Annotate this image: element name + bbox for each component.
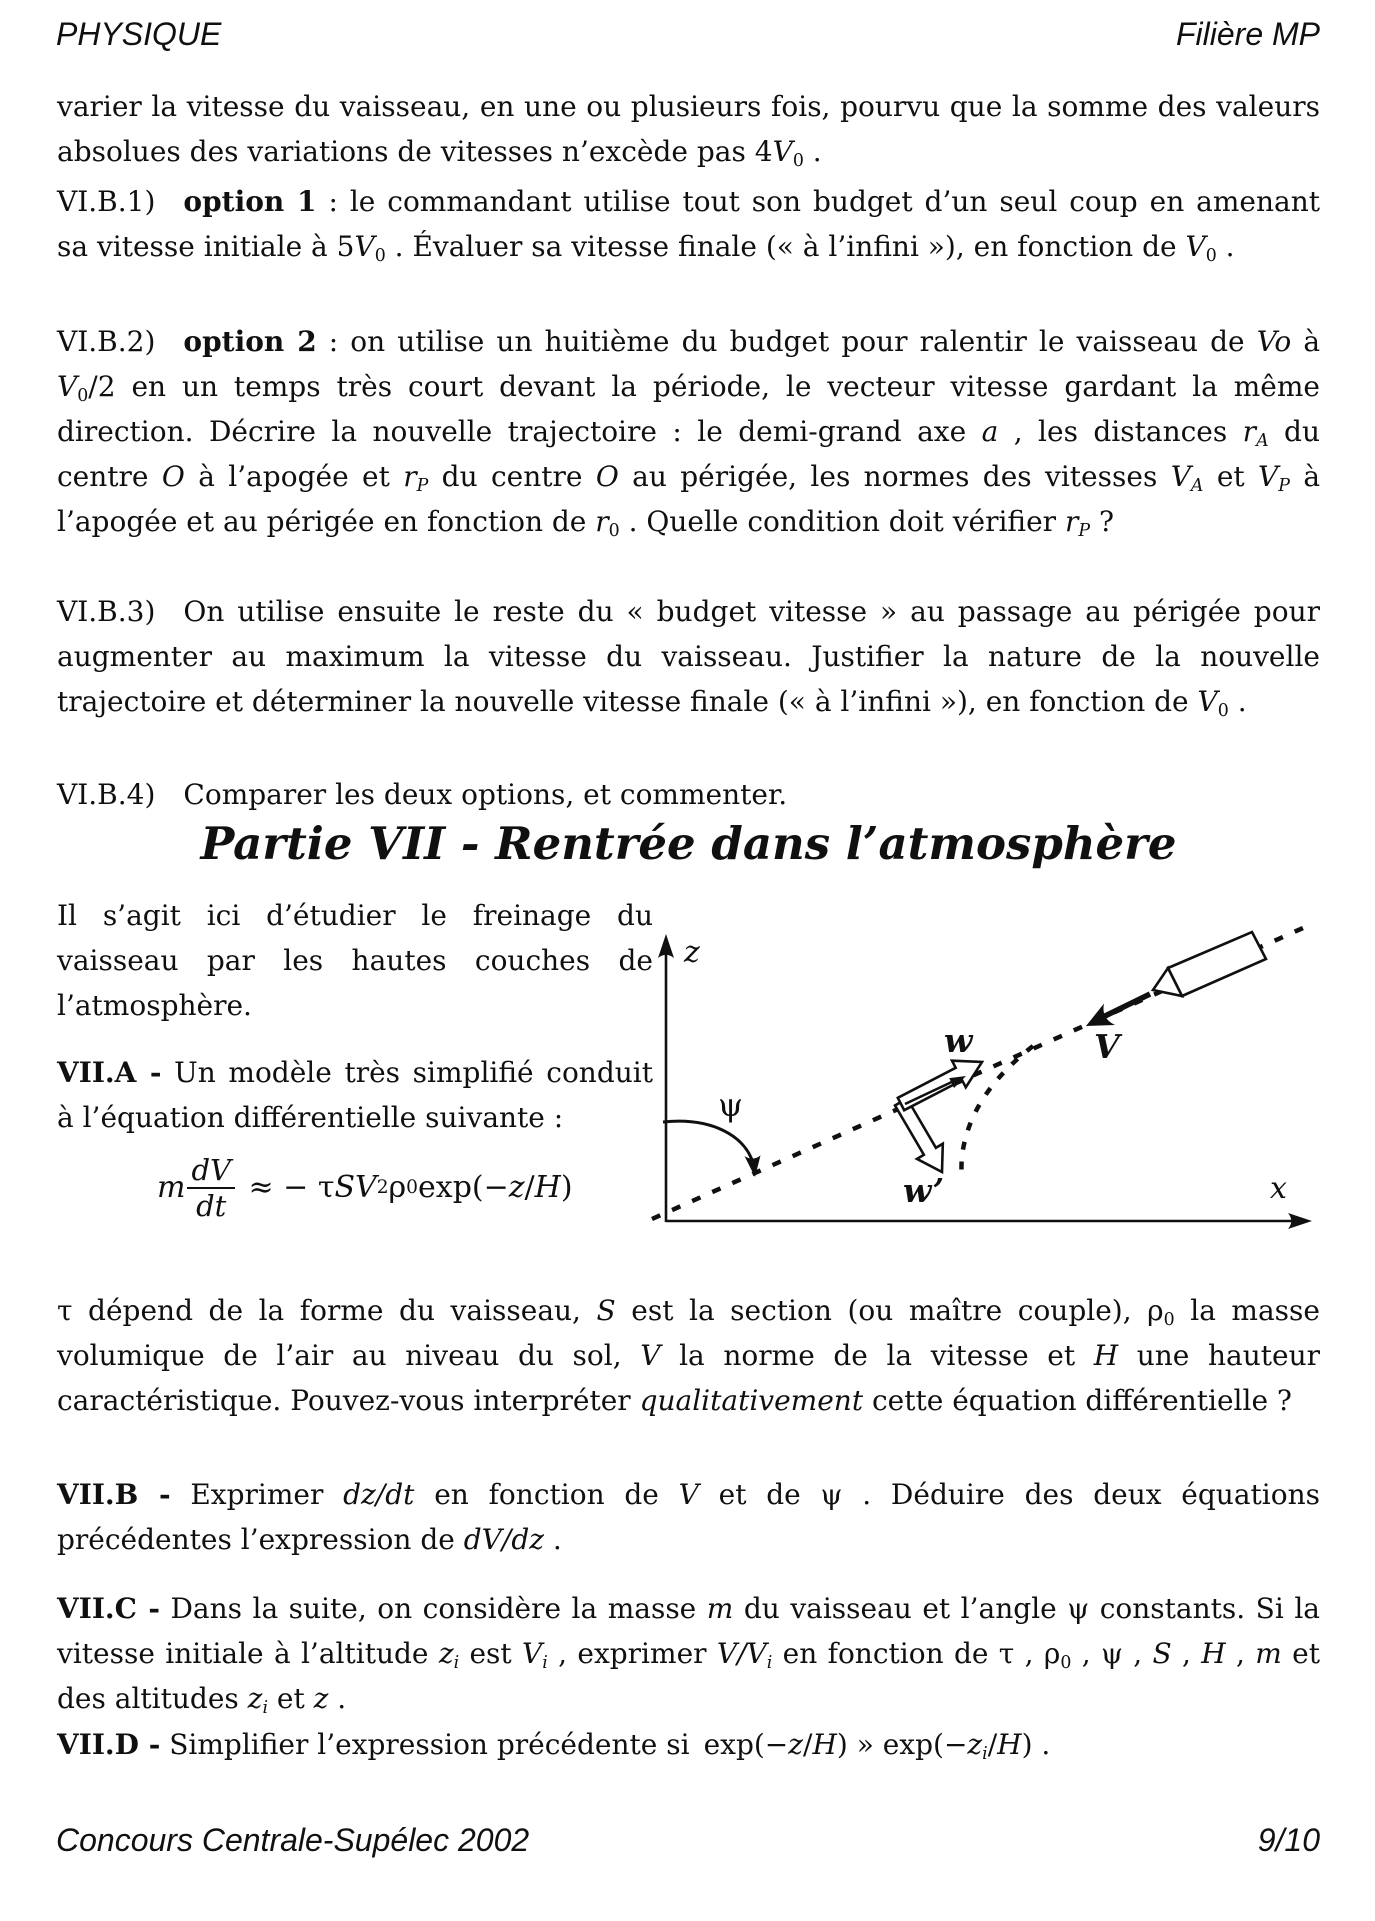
header-track: Filière MP: [1175, 16, 1320, 52]
w-vector-label: w: [944, 1021, 973, 1060]
psi-angle-arc: [663, 1121, 753, 1163]
footer-page-number: 9/10: [1257, 1822, 1320, 1858]
v-vector-label: V: [1094, 1027, 1120, 1066]
question-viid: VII.D - Simplifier l’expression précédente si exp(−z/H) » $\exp(-z_i/H)$ .: [57, 1728, 1051, 1765]
question-viia: VII.A - Un modèle très simplifié conduit à l’équation différentielle suivante :: [57, 1056, 653, 1134]
x-axis-label: x: [1270, 1171, 1287, 1206]
header-subject: PHYSIQUE: [56, 16, 222, 52]
w-prime-vector-label: w’: [903, 1171, 945, 1210]
paragraph-tau-explanation: τ dépend de la forme du vaisseau, S est la section (ou maître couple), $\rho_0$ la masse volumique de l’air au niveau du sol, V la norme de la vitesse et H une hauteur caractéristique. Pouvez-vous interpréter qualitativement cette équation différentielle ?: [57, 1294, 1320, 1417]
x-axis-arrowhead-icon: [1288, 1213, 1312, 1229]
question-vib2: VI.B.2) option 2 : on utilise un huitième du budget pour ralentir le vaisseau de Vo à $V_0/2$ en un temps très court devant la période, le vecteur vitesse gardant la même direction. Décrire la nouvelle trajectoire : le demi-grand axe a , les distances $r_A$ du centre O à l’apogée et $r_P$ du centre O au périgée, les normes des vitesses $V_A$ et $V_P$ à l’apogée et au périgée en fonction de $r_0$ . Quelle condition doit vérifier $r_P$ ?: [57, 325, 1321, 542]
w-prime-vector-arrow: [895, 1099, 943, 1173]
reentry-trajectory-figure: [640, 913, 1330, 1247]
section-title-partie-vii: Partie VII - Rentrée dans l’atmosphère: [200, 817, 1177, 870]
psi-angle-label: ψ: [718, 1086, 744, 1124]
v-vector-shaft: [1103, 994, 1150, 1017]
paragraph-atmosphere-intro: Il s’agit ici d’étudier le freinage du vaisseau par les hautes couches de l’atmosphère.: [57, 899, 653, 1022]
footer-exam-name: Concours Centrale-Supélec 2002: [56, 1822, 530, 1858]
differential-equation: m $\frac{dV}{dt}$ ≈ − τ SV 2 ρ 0 exp(− z / H ): [157, 1153, 573, 1224]
question-vib3: VI.B.3) On utilise ensuite le reste du « budget vitesse » au passage au périgée pour augmenter au maximum la vitesse du vaisseau. Justifier la nature de la nouvelle trajectoire et déterminer la nouvelle vitesse finale (« à l’infini »), en fonction de $V_0$ .: [57, 595, 1320, 722]
question-viic: VII.C - Dans la suite, on considère la masse m du vaisseau et l’angle ψ constants. Si la vitesse initiale à l’altitude $z_i$ est $V_i$ , exprimer $V/V_i$ en fonction de τ , $\rho_0$ , ψ , S , H , m et des altitudes $z_i$ et z .: [57, 1592, 1320, 1719]
paragraph-intro-velocity-budget: varier la vitesse du vaisseau, en une ou plusieurs fois, pourvu que la somme des valeurs absolues des variations de vitesses n’excède pas $4V_0$ .: [57, 90, 1320, 172]
page-header: [56, 16, 1320, 52]
spacecraft-body: [1168, 932, 1266, 996]
question-vib4: VI.B.4) Comparer les deux options, et commenter.: [57, 778, 788, 811]
left-column: [57, 893, 653, 1223]
question-viib: VII.B - Exprimer dz/dt en fonction de V et de ψ . Déduire des deux équations précédentes l’expression de dV/dz .: [57, 1478, 1320, 1556]
z-axis-label: z: [684, 935, 700, 970]
z-axis-arrowhead-icon: [658, 934, 674, 958]
page-footer: [56, 1822, 1320, 1858]
question-vib1: VI.B.1) option 1 : le commandant utilise tout son budget d’un seul coup en amenant sa vitesse initiale à $5V_0$ . Évaluer sa vitesse finale (« à l’infini »), en fonction de $V_0$ .: [57, 185, 1320, 267]
